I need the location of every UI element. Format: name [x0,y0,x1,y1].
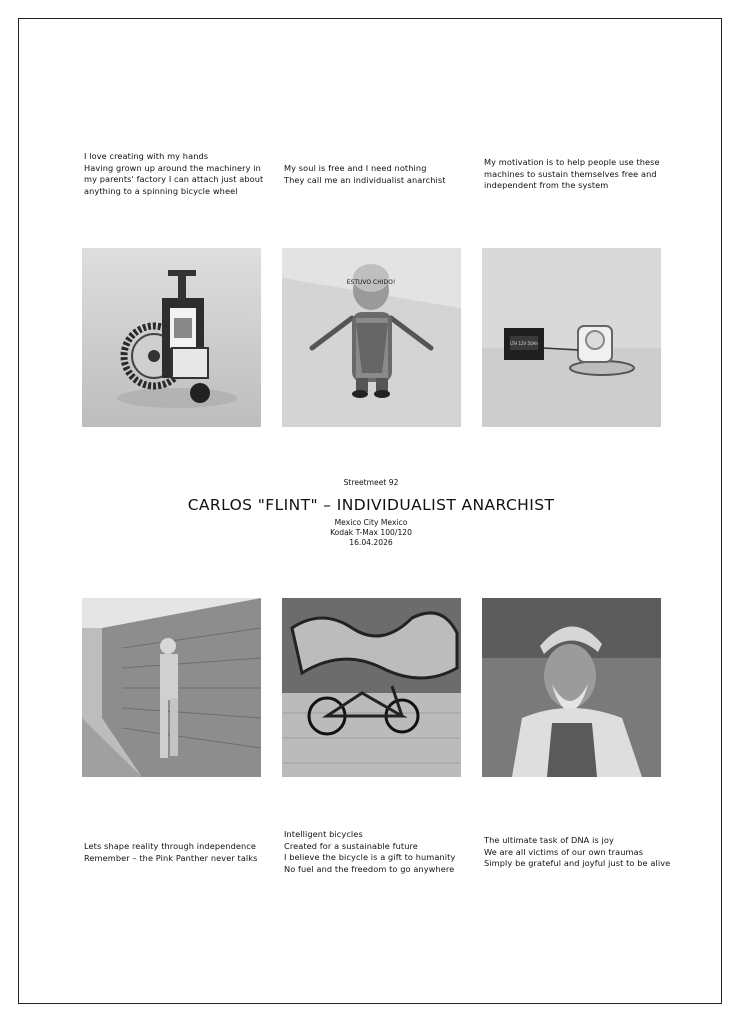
cap-slogan: ESTUVO CHIDO! [346,279,396,286]
caption-line: independent from the system [484,180,609,191]
caption-line: Created for a sustainable future [284,840,418,851]
caption-top-2 [284,163,474,186]
caption-line: They call me an individualist anarchist [284,174,446,185]
location: Mexico City Mexico [334,518,408,527]
caption-line: Having grown up around the machinery in [84,162,261,173]
caption-line: anything to a spinning bicycle wheel [84,185,238,196]
caption-line: Intelligent bicycles [284,829,363,839]
caption-line: The ultimate task of DNA is joy [484,835,614,845]
photo-meta [0,518,742,549]
caption-bottom-1 [84,841,274,864]
caption-line: Lets shape reality through independence [84,841,257,851]
caption-line: I believe the bicycle is a gift to humanity [284,852,456,863]
caption-top-1 [84,151,274,197]
date: 16.04.2026 [349,538,393,548]
caption-line: No fuel and the freedom to go anywhere [284,863,455,874]
film-stock: Kodak T-Max 100/120 [330,528,412,538]
caption-line: machines to sustain themselves free and [484,168,657,179]
series-label: Streetmeet 92 [343,478,399,487]
caption-line: I love creating with my hands [84,151,209,161]
photo-portrait-from-above [282,248,461,427]
battery-label: LTH 12V 50Ah [510,341,538,346]
caption-line: my parents' factory I can attach just about [84,174,264,185]
caption-line: My motivation is to help people use these [484,157,660,167]
caption-line: Remember – the Pink Panther never talks [84,852,258,863]
page-title: CARLOS "FLINT" – INDIVIDUALIST ANARCHIST [187,496,555,514]
caption-bottom-3 [484,835,674,870]
caption-line: Simply be grateful and joyful just to be alive [484,858,671,869]
caption-line: We are all victims of our own traumas [484,846,644,857]
photo-man-leaning-on-wall [82,598,261,777]
photo-smiling-portrait [482,598,661,777]
photo-bicycle-graffiti [282,598,461,777]
caption-bottom-2 [284,829,474,875]
caption-top-3 [484,157,674,192]
photo-bicycle-wheel-machine [82,248,261,427]
caption-line: My soul is free and I need nothing [284,163,427,173]
photo-battery-generator-device [482,248,661,427]
